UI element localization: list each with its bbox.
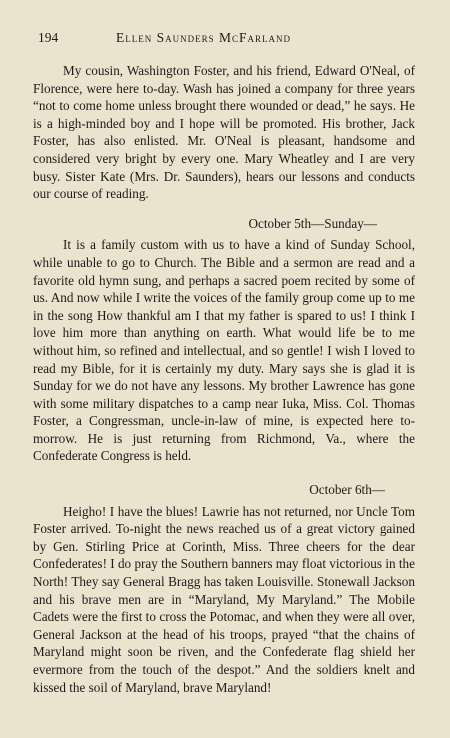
running-head: Ellen Saunders McFarland: [116, 30, 292, 45]
page-number: 194: [38, 30, 59, 45]
paragraph-1: My cousin, Washington Foster, and his friend, Edward O'Neal, of Florence, were here to-day. Wash has joined a company for three years “not to come home unless brought there wounded or dead,” he says. He is a high-minded boy and I hope will be promoted. His brother, Jack Foster, has also enlisted. Mr. O'Neal is pleasant, handsome and considered very bright by every one. Mary Wheatley and I are very busy. Sister Kate (Mrs. Dr. Saunders), hears our lessons and conducts our course of reading.: [33, 63, 415, 202]
date-heading-oct-5: October 5th—Sunday—: [248, 215, 377, 231]
paragraph-2: It is a family custom with us to have a kind of Sunday School, while unable to go to Church. The Bible and a sermon are read and a favorite old hymn sung, and perhaps a sacred poem recited by some of us. And now while I write the voices of the family group come up to me in the song How thankful am I that my father is spared to us! I think I love him more than anything on earth. What would life be to me without him, so refined and intellectual, and so gentle! I wish I loved to read my Bible, for it is certainly my duty. Mary says she is glad it is Sunday for we do not have any lessons. My brother Lawrence has gone with some military dispatches to a camp near Iuka, Miss. Col. Thomas Foster, a Congressman, uncle-in-law of mine, is expected here to-morrow. He is just returning from Richmond, Va., where the Confederate Congress is held.: [33, 237, 415, 464]
date-heading-oct-6: October 6th—: [309, 482, 385, 498]
page-header: [38, 30, 418, 50]
paragraph-3: Heigho! I have the blues! Lawrie has not returned, nor Uncle Tom Foster arrived. To-night the news reached us of a great victory gained by Gen. Stirling Price at Corinth, Miss. Three cheers for the dear Confederates! I do pray the Southern banners may float victorious in the North! They say General Bragg has taken Louisville. Stonewall Jackson and his brave men are in “Maryland, My Maryland.” The Mobile Cadets were the first to cross the Potomac, and when they were all over, General Jackson at the head of his troops, prayed “that the chains of Maryland might soon be riven, and the Confederate flag shield her evermore from the touch of the despot.” And the soldiers knelt and kissed the soil of Maryland, brave Maryland!: [33, 503, 415, 695]
page-body: [33, 62, 415, 696]
